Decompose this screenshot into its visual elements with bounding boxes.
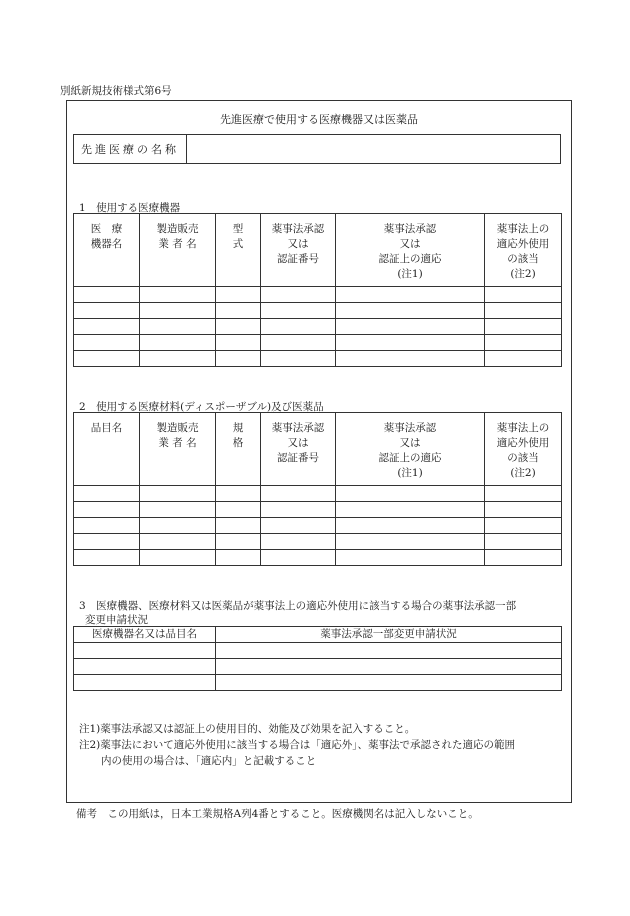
table-row xyxy=(74,518,562,534)
col-device-name: 医 療 機器名 xyxy=(74,214,140,287)
col-off-label-use: 薬事法上の 適応外使用 の該当 (注2) xyxy=(485,413,562,486)
table-row xyxy=(74,643,562,659)
section1-heading: 1 使用する医療機器 xyxy=(79,202,181,214)
table-row xyxy=(74,287,562,303)
col-device-or-item-name: 医療機器名又は品目名 xyxy=(74,627,216,643)
remarks: 備考 この用紙は，日本工業規格A列4番とすること。医療機関名は記入しないこと。 xyxy=(76,808,479,820)
table-row xyxy=(74,319,562,335)
table-row xyxy=(74,502,562,518)
advanced-medical-name-label: 先進医療の名称 xyxy=(74,135,187,163)
table-row xyxy=(74,675,562,691)
table-row xyxy=(74,303,562,319)
medical-device-table xyxy=(73,213,562,367)
table-row xyxy=(74,351,562,367)
col-approved-indication: 薬事法承認 又は 認証上の適応 (注1) xyxy=(336,413,485,486)
table-row xyxy=(74,550,562,566)
section3-heading-line2: 変更申請状況 xyxy=(85,614,148,626)
col-change-application-status: 薬事法承認一部変更申請状況 xyxy=(216,627,562,643)
col-approval-number: 薬事法承認 又は 認証番号 xyxy=(261,413,336,486)
advanced-medical-name-field[interactable] xyxy=(73,134,561,164)
change-application-table xyxy=(73,626,562,691)
col-approval-number: 薬事法承認 又は 認証番号 xyxy=(261,214,336,287)
col-item-name: 品目名 xyxy=(74,413,140,486)
table-row xyxy=(74,534,562,550)
note-1: 注1)薬事法承認又は認証上の使用目的、効能及び効果を記入すること。 xyxy=(79,723,416,735)
col-specification: 規 格 xyxy=(216,413,261,486)
table-row xyxy=(74,335,562,351)
form-number-label: 別紙新規技術様式第6号 xyxy=(60,85,172,97)
form-title: 先進医療で使用する医療機器又は医薬品 xyxy=(220,113,418,126)
advanced-medical-name-value[interactable] xyxy=(187,135,560,163)
col-model: 型 式 xyxy=(216,214,261,287)
section2-heading: 2 使用する医療材料(ディスポーザブル)及び医薬品 xyxy=(79,401,324,413)
table-row xyxy=(74,659,562,675)
section3-heading-line1: 3 医療機器、医療材料又は医薬品が薬事法上の適応外使用に該当する場合の薬事法承認一部 xyxy=(79,600,517,612)
col-manufacturer: 製造販売 業 者 名 xyxy=(140,413,216,486)
table-row xyxy=(74,486,562,502)
form-frame xyxy=(66,100,572,803)
col-approved-indication: 薬事法承認 又は 認証上の適応 (注1) xyxy=(336,214,485,287)
note-2-line1: 注2)薬事法において適応外使用に該当する場合は「適応外」、薬事法で承認された適応の範囲 xyxy=(79,739,516,751)
material-drug-table xyxy=(73,412,562,566)
col-manufacturer: 製造販売 業 者 名 xyxy=(140,214,216,287)
note-2-line2: 内の使用の場合は、「適応内」と記載すること xyxy=(101,755,317,767)
col-off-label-use: 薬事法上の 適応外使用 の該当 (注2) xyxy=(485,214,562,287)
